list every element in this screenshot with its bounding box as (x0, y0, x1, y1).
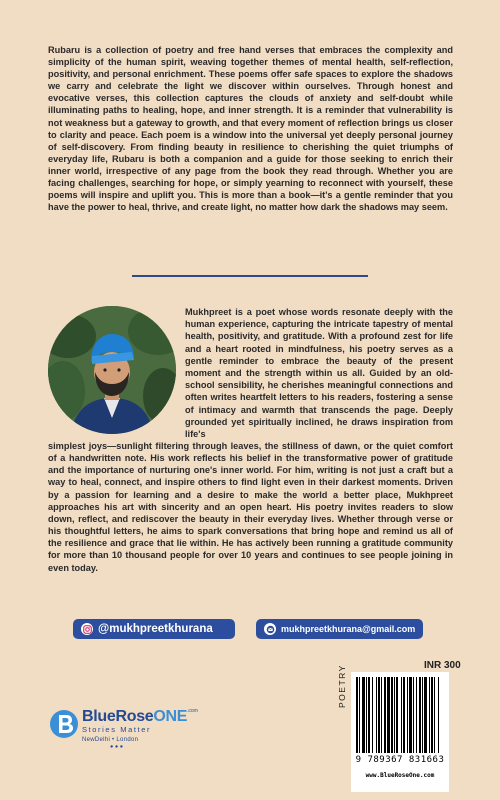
instagram-handle: @mukhpreetkhurana (98, 623, 213, 635)
social-media-icons: ● ● ● (110, 744, 124, 750)
author-bio-top: Mukhpreet is a poet whose words resonate deeply with the human experience, capturing the intricate tapestry of mental health, positivity, and gratitude. With a profound zest for life and a heart rooted in mindfulness, his poetry serves as a gentle reminder to embrace the beauty of the present moment and the strength within us all. Guided by an old-school sensibility, he cherishes meaningful connections and often writes heartfelt letters to his readers, fostering a sense of intimacy and warmth that transcends the page. Deeply grounded yet spiritually inclined, he draws inspiration from life's (185, 307, 453, 440)
publisher-cities: NewDelhi • London (82, 737, 139, 743)
publisher-name: BlueRose (82, 708, 154, 725)
email-badge[interactable] (256, 619, 423, 639)
publisher-name-suffix: .com (187, 708, 198, 714)
author-photo (48, 306, 176, 434)
section-divider (132, 275, 368, 277)
publisher-website: www.BlueRoseOne.com (365, 772, 435, 779)
isbn-number: 9 789367 831663 (355, 755, 445, 765)
publisher-name-one: ONE (153, 708, 188, 725)
barcode-panel (351, 672, 449, 792)
price-label: INR 300 (424, 660, 461, 671)
instagram-badge[interactable] (73, 619, 235, 639)
email-icon (264, 623, 276, 635)
bluerose-logo-icon (48, 704, 80, 744)
genre-label: POETRY (337, 664, 347, 708)
author-bio-bottom: simplest joys—sunlight filtering through leaves, the stillness of dawn, or the quiet comfort of a handwritten note. His work reflects his belief in the transformative power of gratitude and the importance of nurturing one's inner world. For him, writing is not just a craft but a way to heal, connect, and inspire others to find light even in their darkest moments. Driven by a passion for learning and a desire to make the world a better place, Mukhpreet approaches his art with sincerity and an open heart. His poetry invites readers to slow down, reflect, and rediscover the beauty in their everyday lives. Whether through verse or his thoughtful letters, he aims to spark conversations that bring hope and remind us all of the resilience and grace that lie within. He has actively been running a gratitude community for more than 10 thousand people for over 10 years and continues to see people joining in even today. (48, 441, 453, 573)
book-blurb: Rubaru is a collection of poetry and free hand verses that embraces the complexity and simplicity of the human spirit, weaving together themes of mental health, self-reflection, positivity, and personal enrichment. These poems offer safe spaces to explore the shadows we carry and celebrate the light we discover within ourselves. Through honest and evocative verses, this collection captures the clouds of anxiety and self-doubt while illuminating paths to healing, hope, and inner strength. It is a reminder that vulnerability is not weakness but a gateway to growth, and that every moment of reflection brings us closer to clarity and peace. Each poem is a window into the universal yet deeply personal journey of self-discovery. From finding beauty in resilience to cherishing the quiet triumphs of everyday life, Rubaru is both a companion and a guide for those seeking to enrich their inner world, irrespective of any page from the book they read through. Whether you are facing challenges, searching for hope, or simply yearning to reconnect with yourself, these poems will inspire and uplift you. This is more than a book—it's a gentle reminder that you have the power to heal, thrive, and create light, no matter how dark the shadows may seem. (48, 45, 453, 213)
publisher-logo (48, 700, 213, 760)
publisher-tagline: Stories Matter (82, 725, 152, 734)
instagram-icon (81, 623, 93, 635)
barcode (356, 677, 444, 753)
email-address: mukhpreetkhurana@gmail.com (281, 624, 416, 634)
